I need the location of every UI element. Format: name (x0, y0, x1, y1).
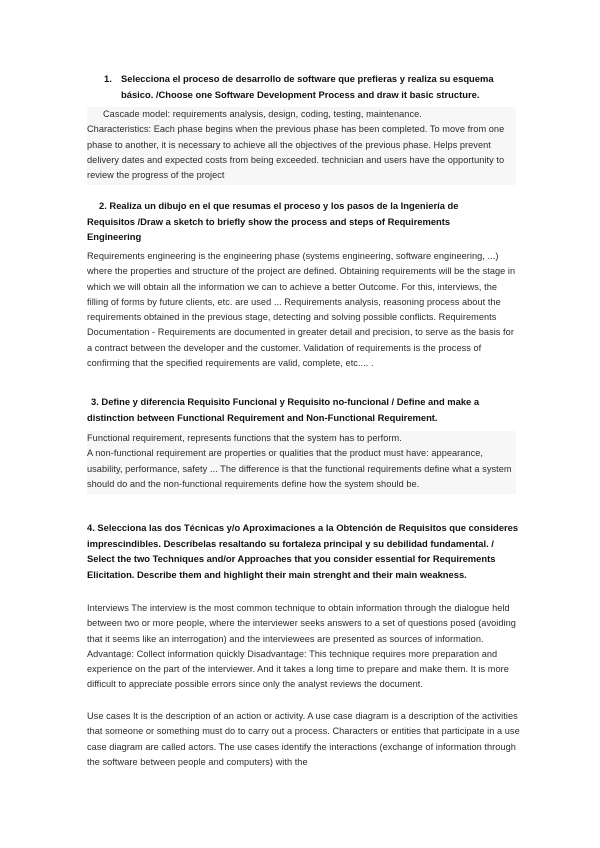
question-1-number: 1. (104, 73, 112, 84)
answer-4-use-cases (87, 709, 521, 770)
answer-3-body: A non-functional requirement are properties or qualities that the product must have: appearance, usability, performance, safety ... The difference is that the functional requirements define what a system should do and the non-functional requirements define how the system should be. (87, 448, 512, 489)
answer-1-body: Characteristics: Each phase begins when the previous phase has been completed. To move from one phase to another, it is necessary to achieve all the objectives of the previous phase. Helps prevent delivery dates and expected costs from being exceeded. technician and users have the opportunity to review the progress of the project (87, 124, 505, 181)
answer-4-interviews-body: Interviews The interview is the most common technique to obtain information through the dialogue held between two or more people, where the interviewer seeks answers to a set of questions posed (avoiding that it seems like an interrogation) and the interviewees are presented as sources of information. Advantage: Collect information quickly Disadvantage: This technique requires more preparation and experience on the part of the interviewer. And it takes a long time to prepare and make them. It is more difficult to appreciate possible errors since only the analyst reviews the document. (87, 603, 516, 690)
question-1 (104, 71, 524, 102)
question-4-text: 4. Selecciona las dos Técnicas y/o Aproximaciones a la Obtención de Requisitos que consideres imprescindibles. Descríbelas resaltando su fortaleza principal y su debilidad fundamental. / Select the two Techniques and/or Approaches that you consider essential for Requirements Elicitation. Describe them and highlight their main strenght and their main weakness. (87, 522, 519, 580)
answer-2 (87, 249, 519, 371)
answer-1-first-line: Cascade model: requirements analysis, design, coding, testing, maintenance. (103, 109, 422, 119)
answer-3-first-line: Functional requirement, represents functions that the system has to perform. (87, 433, 402, 443)
question-1-line-2 (104, 87, 524, 103)
question-2-text: 2. Realiza un dibujo en el que resumas el proceso y los pasos de la Ingeniería de Requisitos /Draw a sketch to briefly show the process and steps of Requirements Engineering (87, 200, 459, 242)
question-1-text: Selecciona el proceso de desarrollo de software que prefieras y realiza su esquema (121, 73, 494, 84)
question-1-text-cont: básico. /Choose one Software Development Process and draw it basic structure. (121, 88, 480, 100)
answer-4-use-cases-body: Use cases It is the description of an action or activity. A use case diagram is a description of the activities that someone or something must do to carry out a process. Characters or entities that participate in a use case diagram are called actors. The use cases identify the interactions (exchange of information through the software between people and computers) with the (87, 711, 520, 767)
question-2 (87, 198, 479, 245)
question-3-text: 3. Define y diferencia Requisito Funcional y Requisito no-funcional / Define and make a distinction between Functional Requirement and Non-Functional Requirement. (87, 396, 480, 423)
question-3 (87, 394, 519, 425)
answer-4-interviews (87, 601, 521, 693)
answer-1 (87, 107, 516, 185)
question-4 (87, 520, 519, 582)
question-1-line-1 (104, 71, 524, 87)
answer-2-body: Requirements engineering is the engineering phase (systems engineering, software engineering, ...) where the properties and structure of the project are defined. Obtaining requirements will be the stage in which we will obtain all the information we can to achieve a better Outcome. For this, interviews, the filling of forms by future clients, etc. are used ... Requirements analysis, reasoning process about the requirements obtained in the previous stage, detecting and solving possible conflicts. Requirements Documentation - Requirements are documented in greater detail and precision, to serve as the basis for a contract between the developer and the customer. Validation of requirements is the process of confirming that the specified requirements are valid, complete, etc.... . (87, 251, 516, 369)
answer-3 (87, 431, 516, 494)
